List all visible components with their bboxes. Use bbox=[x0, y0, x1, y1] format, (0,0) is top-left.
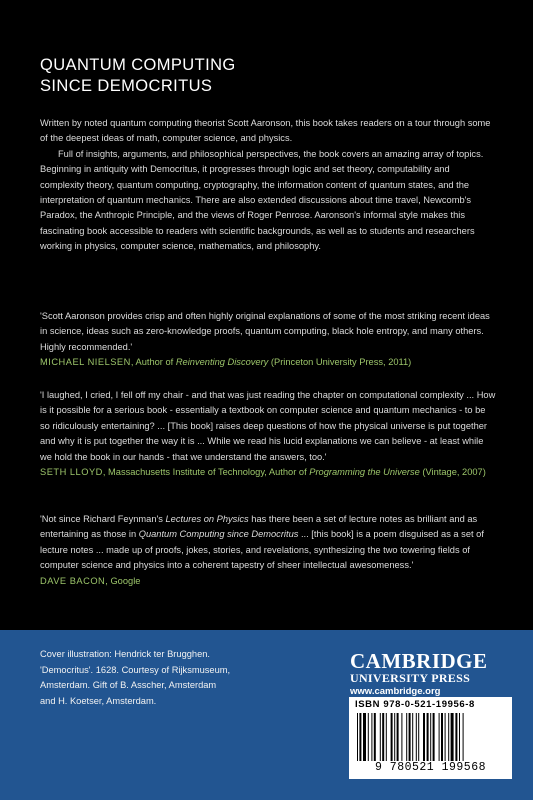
barcode-icon bbox=[355, 713, 506, 763]
reviewer-affiliation: , Author of bbox=[130, 357, 176, 368]
quote-attribution bbox=[40, 465, 496, 480]
reviewer-book-publisher: (Princeton University Press, 2011) bbox=[268, 357, 412, 368]
publisher-logo bbox=[350, 651, 510, 698]
quote-text-part: 'Not since Richard Feynman's bbox=[40, 514, 166, 524]
reviewer-name: MICHAEL NIELSEN bbox=[40, 357, 131, 368]
review-quote-3 bbox=[40, 512, 496, 589]
quote-text bbox=[40, 512, 496, 574]
quote-book-title: Quantum Computing since Democritus bbox=[138, 529, 299, 540]
credit-line-2: 'Democritus'. 1628. Courtesy of Rijksmuseum, bbox=[40, 664, 231, 675]
description-paragraph-1: Written by noted quantum computing theorist Scott Aaronson, this book takes readers on a tour through some of the deepest ideas of math, computer science, and physics. bbox=[40, 118, 491, 144]
reviewer-name: SETH LLOYD bbox=[40, 467, 103, 478]
credit-line-4: and H. Koetser, Amsterdam. bbox=[40, 695, 157, 706]
publisher-subname: UNIVERSITY PRESS bbox=[350, 671, 471, 685]
quote-text-part: ... [this book] is a poem disguised as a set of lecture notes ... made up of proofs, jokes, stories, and revelations, synthesizing the two towering fields of computer science and physics into a coherent tapestry of sheer intellectual awesomeness.' bbox=[40, 529, 484, 571]
publisher-name: CAMBRIDGE bbox=[350, 649, 488, 673]
credit-line-3: Amsterdam. Gift of B. Asscher, Amsterdam bbox=[40, 680, 217, 691]
barcode-digits: 9 780521 199568 bbox=[374, 761, 487, 774]
reviewer-name: DAVE BACON bbox=[40, 575, 106, 586]
quote-attribution bbox=[40, 574, 496, 589]
review-quote-1 bbox=[40, 309, 496, 371]
quote-text: 'I laughed, I cried, I fell off my chair - and that was just reading the chapter on computational complexity ... How is it possible for a serious book - essentially a textbook on computer science and quantum mechanics - to be so ridiculously entertaining? ... [This book] raises deep questions of how the physical universe is put together and why it is put together the way it is ... While we read his lucid explanations we can believe - at least while we hold the book in our hands - that we understand the answers, too.' bbox=[40, 390, 496, 462]
quote-book-title: Lectures on Physics bbox=[165, 514, 249, 524]
cover-credit bbox=[40, 647, 290, 709]
isbn-label: ISBN 978-0-521-19956-8 bbox=[355, 699, 475, 710]
quote-text: 'Scott Aaronson provides crisp and often highly original explanations of some of the most striking recent ideas in science, ideas such as zero-knowledge proofs, quantum computing, black hole entropy, and many others. Highly recommended.' bbox=[40, 311, 490, 352]
review-quote-2 bbox=[40, 388, 496, 480]
quote-text-part: has there been a set of lecture notes as brilliant and as entertaining as those in bbox=[40, 514, 478, 540]
description bbox=[40, 116, 496, 255]
reviewer-book-publisher: (Vintage, 2007) bbox=[419, 467, 486, 478]
quote-attribution bbox=[40, 355, 496, 370]
title-line-1: QUANTUM COMPUTING bbox=[40, 56, 236, 74]
credit-line-1: Cover illustration: Hendrick ter Brugghen. bbox=[40, 649, 211, 659]
description-paragraph-2: Full of insights, arguments, and philosophical perspectives, the book covers an amazing array of topics. Beginning in antiquity with Democritus, it progresses through logic and set theory, computability and complexity theory, quantum computing, cryptography, the information content of quantum states, and the interpretation of quantum mechanics. There are also extended discussions about time travel, Newcomb's Paradox, the Anthropic Principle, and the views of Roger Penrose. Aaronson's informal style makes this fascinating book accessible to readers with scientific backgrounds, as well as to students and researchers working in physics, computer science, mathematics, and philosophy. bbox=[40, 148, 484, 252]
book-title bbox=[40, 55, 500, 97]
reviewer-book-title: Programming the Universe bbox=[309, 467, 420, 478]
reviewer-affiliation: , Google bbox=[105, 575, 141, 586]
title-line-2: SINCE DEMOCRITUS bbox=[40, 77, 213, 95]
reviewer-book-title: Reinventing Discovery bbox=[175, 357, 269, 368]
reviewer-affiliation: , Massachusetts Institute of Technology, Author of bbox=[102, 467, 310, 478]
barcode-panel bbox=[349, 697, 512, 779]
publisher-url: www.cambridge.org bbox=[350, 686, 441, 697]
